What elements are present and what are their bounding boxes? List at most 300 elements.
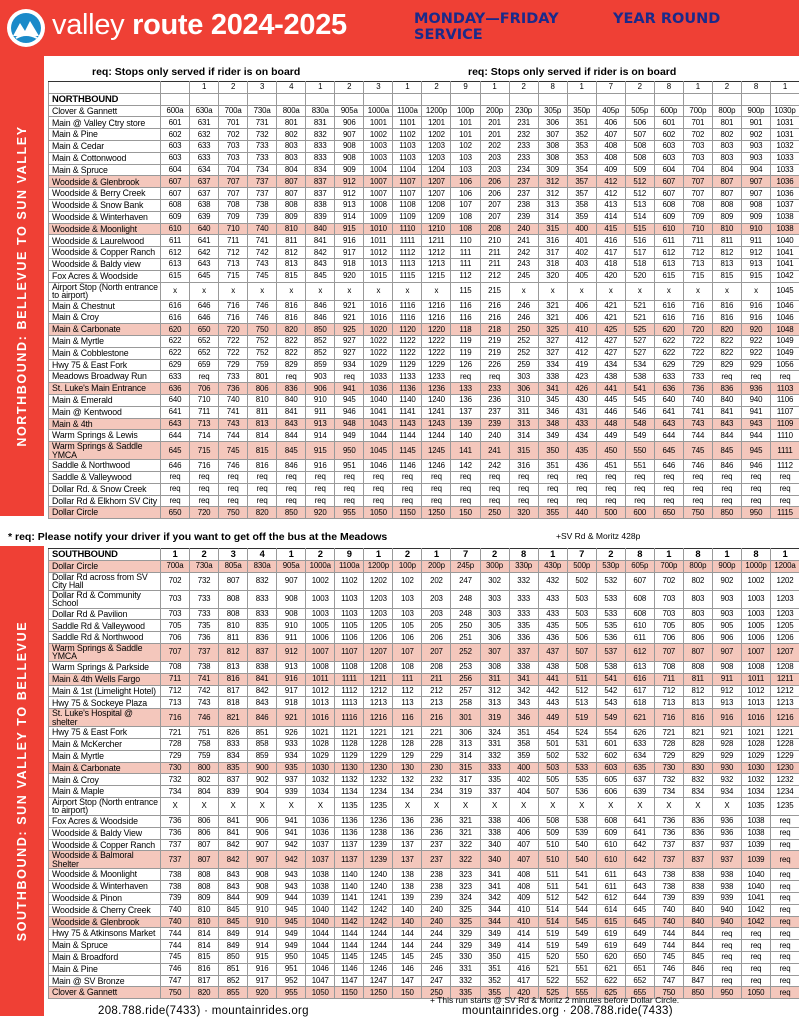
time-cell: 425	[596, 324, 625, 336]
time-cell: 343	[509, 697, 538, 709]
time-cell: 1242	[364, 916, 393, 928]
time-cell: 1212	[770, 685, 799, 697]
time-cell: 941	[335, 383, 364, 395]
time-cell: req	[770, 851, 799, 869]
time-cell: 1045	[364, 442, 393, 460]
time-cell: 330	[451, 951, 480, 963]
stop-name: Main & Pine	[49, 963, 161, 975]
time-cell: 640	[654, 394, 683, 406]
time-cell: 611	[625, 632, 654, 644]
time-cell: 216	[480, 300, 509, 312]
run-number: 1	[190, 82, 219, 94]
time-cell: 740	[654, 916, 683, 928]
time-cell: 1203	[364, 608, 393, 620]
time-cell: 552	[567, 975, 596, 987]
time-cell: 357	[567, 188, 596, 200]
time-cell: 948	[335, 418, 364, 430]
time-cell: 230	[422, 762, 451, 774]
footer-contact-left[interactable]: 208.788.ride(7433) · mountainrides.org	[98, 1005, 309, 1017]
time-cell: 359	[567, 211, 596, 223]
time-cell: 643	[190, 258, 219, 270]
time-cell: 646	[190, 312, 219, 324]
time-cell: 908	[712, 661, 741, 673]
time-cell: 812	[219, 643, 248, 661]
time-cell: 602	[596, 750, 625, 762]
time-cell: 313	[509, 418, 538, 430]
time-cell: 252	[451, 643, 480, 661]
time-cell: 319	[480, 709, 509, 727]
time-cell: 616	[625, 673, 654, 685]
time-cell: 1032	[306, 774, 335, 786]
time-cell: 252	[509, 347, 538, 359]
time-cell: 744	[683, 430, 712, 442]
time-cell: 427	[596, 347, 625, 359]
time-cell: 604	[654, 164, 683, 176]
stop-row	[49, 560, 799, 572]
time-cell: 813	[219, 661, 248, 673]
time-cell: 219	[480, 335, 509, 347]
time-cell: 1029	[741, 750, 770, 762]
time-cell: 141	[451, 442, 480, 460]
time-cell: 838	[683, 869, 712, 881]
time-cell: 239	[422, 892, 451, 904]
time-cell: 207	[480, 199, 509, 211]
time-cell: 542	[596, 685, 625, 697]
time-cell: 801	[712, 117, 741, 129]
time-cell: 633	[190, 152, 219, 164]
time-cell: 244	[422, 928, 451, 940]
time-cell: 842	[219, 851, 248, 869]
time-cell: 603	[654, 152, 683, 164]
run-number: 1	[277, 549, 306, 561]
time-cell: 821	[683, 727, 712, 739]
time-cell: 1036	[770, 188, 799, 200]
time-cell: 745	[683, 442, 712, 460]
run-number: 1	[712, 549, 741, 561]
time-cell: 807	[683, 643, 712, 661]
time-cell: req	[538, 483, 567, 495]
time-cell: 350	[538, 442, 567, 460]
time-cell: 912	[277, 643, 306, 661]
time-cell: 632	[190, 129, 219, 141]
time-cell: 806	[683, 632, 712, 644]
time-cell: 705	[161, 620, 190, 632]
time-cell: 622	[161, 347, 190, 359]
time-cell: 1056	[770, 359, 799, 371]
time-cell: 708	[654, 661, 683, 673]
time-cell: 941	[277, 827, 306, 839]
time-cell: req	[509, 471, 538, 483]
run-number: 2	[219, 82, 248, 94]
time-cell: 833	[248, 590, 277, 608]
stop-name: Saddle Rd & Northwood	[49, 632, 161, 644]
run-number: 8	[538, 82, 567, 94]
time-cell: 1206	[364, 632, 393, 644]
time-cell: 1150	[335, 987, 364, 999]
time-cell: 950	[741, 507, 770, 519]
time-cell: 414	[509, 928, 538, 940]
stop-row	[49, 300, 799, 312]
time-cell: 1039	[306, 892, 335, 904]
stop-name: Main @ Kentwood	[49, 406, 161, 418]
time-cell: 407	[509, 839, 538, 851]
time-cell: 348	[538, 418, 567, 430]
time-cell: 846	[248, 709, 277, 727]
time-cell: req	[770, 987, 799, 999]
time-cell: 349	[480, 928, 509, 940]
time-cell: 608	[625, 590, 654, 608]
stop-name	[49, 82, 161, 94]
time-cell: 916	[335, 235, 364, 247]
time-cell: 520	[625, 270, 654, 282]
stop-name: Dollar Rd across from SV City Hall	[49, 572, 161, 590]
time-cell: 106	[393, 632, 422, 644]
time-cell: 421	[596, 312, 625, 324]
time-cell: 241	[480, 442, 509, 460]
time-cell: 150	[393, 987, 422, 999]
run-number: 8	[625, 549, 654, 561]
time-cell: 509	[625, 164, 654, 176]
time-cell: 1038	[770, 223, 799, 235]
time-cell: 259	[509, 359, 538, 371]
time-cell: 713	[654, 697, 683, 709]
time-cell: 1143	[393, 418, 422, 430]
time-cell: 543	[596, 697, 625, 709]
time-cell: req	[190, 371, 219, 383]
time-cell: 1031	[770, 129, 799, 141]
time-cell: 1220	[422, 324, 451, 336]
time-cell: 1130	[335, 762, 364, 774]
time-cell: 637	[190, 188, 219, 200]
time-cell: 550	[625, 442, 654, 460]
time-cell: 703	[654, 590, 683, 608]
time-cell: 323	[451, 869, 480, 881]
time-cell: req	[393, 483, 422, 495]
time-cell: 908	[277, 590, 306, 608]
time-cell: 415	[509, 951, 538, 963]
stop-row	[49, 371, 799, 383]
time-cell: 1208	[422, 199, 451, 211]
time-cell: req	[190, 495, 219, 507]
time-cell: 844	[683, 940, 712, 952]
time-cell: 805a	[219, 560, 248, 572]
time-cell: 708	[161, 661, 190, 673]
time-cell: req	[306, 495, 335, 507]
time-cell: 841	[248, 673, 277, 685]
time-cell: req	[480, 371, 509, 383]
time-cell: 945	[335, 394, 364, 406]
time-cell: 955	[277, 987, 306, 999]
time-cell: 1113	[393, 258, 422, 270]
time-cell: 729	[654, 750, 683, 762]
time-cell: 641	[654, 406, 683, 418]
time-cell: 934	[277, 750, 306, 762]
time-cell: 324	[451, 892, 480, 904]
time-cell: 1110	[393, 223, 422, 235]
stop-row	[49, 632, 799, 644]
time-cell: req	[219, 471, 248, 483]
time-cell: 652	[625, 975, 654, 987]
time-cell: 1230	[364, 762, 393, 774]
time-cell: 616	[161, 300, 190, 312]
time-cell: 409	[509, 892, 538, 904]
time-cell: 945	[741, 442, 770, 460]
time-cell: 206	[480, 188, 509, 200]
time-cell: 841	[306, 235, 335, 247]
time-cell: 1244	[364, 940, 393, 952]
time-cell: X	[161, 797, 190, 815]
stop-row	[49, 916, 799, 928]
time-cell: 1203	[422, 152, 451, 164]
time-cell: 236	[422, 815, 451, 827]
time-cell: 1016	[364, 312, 393, 324]
time-cell: 732	[654, 774, 683, 786]
time-cell: 134	[393, 786, 422, 798]
time-cell: 437	[538, 643, 567, 661]
time-cell: 847	[683, 975, 712, 987]
time-cell: 806	[190, 827, 219, 839]
stop-row	[49, 881, 799, 893]
time-cell: 740	[161, 904, 190, 916]
time-cell: 212	[480, 270, 509, 282]
time-cell: 1112	[770, 460, 799, 472]
time-cell: 1003	[306, 590, 335, 608]
time-cell: 353	[567, 140, 596, 152]
time-cell: 600p	[654, 105, 683, 117]
time-cell: 1233	[422, 371, 451, 383]
req-note-left: req: Stops only served if rider is on board	[92, 66, 301, 78]
time-cell: 142	[451, 460, 480, 472]
time-cell: 721	[654, 727, 683, 739]
time-cell: 833	[248, 608, 277, 620]
time-cell: 233	[509, 140, 538, 152]
page-title: valley route 2024-2025	[52, 9, 347, 41]
time-cell: 246	[509, 312, 538, 324]
time-cell: req	[451, 371, 480, 383]
time-cell: 207	[422, 643, 451, 661]
time-cell: 643	[625, 869, 654, 881]
time-cell: 508	[625, 152, 654, 164]
time-cell: 1133	[393, 371, 422, 383]
time-cell: 949	[277, 928, 306, 940]
time-cell: 1045	[306, 951, 335, 963]
time-cell: 241	[509, 235, 538, 247]
time-cell: req	[770, 904, 799, 916]
time-cell: req	[596, 471, 625, 483]
time-cell: 905a	[335, 105, 364, 117]
footer-contact-right[interactable]: mountainrides.org · 208.788.ride(7433)	[462, 1005, 673, 1017]
time-cell: 621	[625, 709, 654, 727]
time-cell: 729	[683, 359, 712, 371]
time-cell: 239	[509, 211, 538, 223]
time-cell: req	[219, 483, 248, 495]
time-cell: 332	[451, 975, 480, 987]
run-number: 3	[219, 549, 248, 561]
time-cell: 703	[219, 140, 248, 152]
time-cell: 1032	[770, 140, 799, 152]
time-cell: 950	[277, 951, 306, 963]
time-cell: 521	[538, 963, 567, 975]
time-cell: 340	[480, 839, 509, 851]
time-cell: 407	[596, 129, 625, 141]
time-cell: 846	[683, 963, 712, 975]
stop-name: Main & Croy	[49, 774, 161, 786]
time-cell: 700a	[219, 105, 248, 117]
time-cell: 642	[625, 851, 654, 869]
time-cell: 1247	[364, 975, 393, 987]
time-cell: 1235	[364, 797, 393, 815]
stop-row	[49, 643, 799, 661]
mountain-rides-logo-icon	[6, 8, 46, 48]
time-cell: 1145	[335, 951, 364, 963]
time-cell: 1109	[770, 418, 799, 430]
time-cell: x	[277, 282, 306, 300]
time-cell: 750	[683, 507, 712, 519]
time-cell: 1005	[306, 620, 335, 632]
run-number: 2	[393, 549, 422, 561]
time-cell: 641	[625, 815, 654, 827]
time-cell: req	[683, 483, 712, 495]
time-cell: 814	[248, 430, 277, 442]
time-cell: 808	[683, 661, 712, 673]
time-cell: 426	[567, 383, 596, 395]
time-cell: 800p	[712, 105, 741, 117]
time-cell: 1207	[422, 176, 451, 188]
time-cell: 813	[277, 258, 306, 270]
time-cell: 937	[712, 851, 741, 869]
stop-row	[49, 176, 799, 188]
time-cell: 535	[596, 620, 625, 632]
time-cell: 815	[190, 951, 219, 963]
time-cell: 137	[393, 839, 422, 851]
time-cell: 920	[248, 987, 277, 999]
sv-moritz-note: +SV Rd & Moritz 428p	[556, 531, 641, 541]
time-cell: 1234	[364, 786, 393, 798]
time-cell: 111	[451, 247, 480, 259]
time-cell: 519	[567, 709, 596, 727]
run-number: 1	[654, 549, 683, 561]
time-cell: 315	[509, 442, 538, 460]
time-cell: 1021	[306, 727, 335, 739]
time-cell: 240	[422, 904, 451, 916]
stop-name: Clover & Gannett	[49, 987, 161, 999]
time-cell: 736	[190, 632, 219, 644]
time-cell: req	[741, 940, 770, 952]
time-cell: 541	[567, 869, 596, 881]
time-cell: 810	[277, 223, 306, 235]
time-cell: 933	[277, 738, 306, 750]
time-cell: 406	[509, 815, 538, 827]
time-cell: 643	[625, 881, 654, 893]
time-cell: 1120	[393, 324, 422, 336]
time-cell: 303	[480, 608, 509, 620]
time-cell: 811	[219, 632, 248, 644]
time-cell: 1206	[770, 632, 799, 644]
time-cell: 606	[596, 786, 625, 798]
time-cell: 445	[596, 394, 625, 406]
time-cell: req	[683, 495, 712, 507]
time-cell: 342	[480, 892, 509, 904]
stop-row	[49, 211, 799, 223]
time-cell: 613	[625, 661, 654, 673]
time-cell: 1043	[364, 418, 393, 430]
time-cell: 250	[422, 987, 451, 999]
stop-row	[49, 963, 799, 975]
time-cell: 311	[480, 673, 509, 685]
stop-name: Woodside & Winterhaven	[49, 881, 161, 893]
time-cell: 507	[538, 786, 567, 798]
time-cell: 843	[277, 418, 306, 430]
time-cell: 1232	[364, 774, 393, 786]
time-cell: req	[741, 963, 770, 975]
time-cell: 512	[625, 188, 654, 200]
time-cell: 408	[509, 869, 538, 881]
time-cell: 944	[741, 430, 770, 442]
time-cell: req	[770, 916, 799, 928]
time-cell: 513	[567, 697, 596, 709]
time-cell: 551	[567, 963, 596, 975]
time-cell: 844	[219, 892, 248, 904]
time-cell: 639	[190, 211, 219, 223]
time-cell: 607	[161, 188, 190, 200]
time-cell: 322	[451, 851, 480, 869]
stop-name: Warm Springs & Saddle YMCA	[49, 643, 161, 661]
time-cell: 215	[480, 282, 509, 300]
time-cell: 743	[248, 258, 277, 270]
time-cell: 521	[625, 312, 654, 324]
time-cell: 942	[277, 851, 306, 869]
time-cell: req	[248, 471, 277, 483]
time-cell	[190, 93, 219, 105]
stop-name: Woodside & Berry Creek	[49, 188, 161, 200]
time-cell: 1111	[393, 235, 422, 247]
time-cell: 414	[509, 940, 538, 952]
time-cell: 702	[161, 572, 190, 590]
stop-row	[49, 797, 799, 815]
time-cell: 837	[219, 774, 248, 786]
stop-row	[49, 258, 799, 270]
time-cell: 451	[596, 460, 625, 472]
time-cell: 522	[538, 975, 567, 987]
time-cell: 945	[277, 916, 306, 928]
time-cell: 116	[393, 709, 422, 727]
time-cell: 335	[451, 987, 480, 999]
time-cell: 638	[190, 199, 219, 211]
time-cell: 1241	[364, 892, 393, 904]
time-cell: 1108	[335, 661, 364, 673]
stop-name: Warm Springs & Saddle YMCA	[49, 442, 161, 460]
time-cell: 914	[248, 940, 277, 952]
time-cell: 1036	[306, 815, 335, 827]
time-cell: 450	[596, 442, 625, 460]
time-cell: X	[683, 797, 712, 815]
time-cell: 307	[538, 129, 567, 141]
time-cell: X	[567, 797, 596, 815]
run-number: 8	[741, 549, 770, 561]
time-cell: 1020	[364, 324, 393, 336]
time-cell: 930	[712, 762, 741, 774]
time-cell: 941	[277, 815, 306, 827]
time-cell: 840	[683, 904, 712, 916]
time-cell: 914	[306, 430, 335, 442]
time-cell: 634	[625, 750, 654, 762]
time-cell: 733	[190, 590, 219, 608]
time-cell: 920	[741, 324, 770, 336]
stop-name: Woodside & Glenbrook	[49, 176, 161, 188]
southbound-timetable	[48, 548, 799, 999]
stop-name: Fox Acres & Woodside	[49, 815, 161, 827]
time-cell: 446	[596, 406, 625, 418]
